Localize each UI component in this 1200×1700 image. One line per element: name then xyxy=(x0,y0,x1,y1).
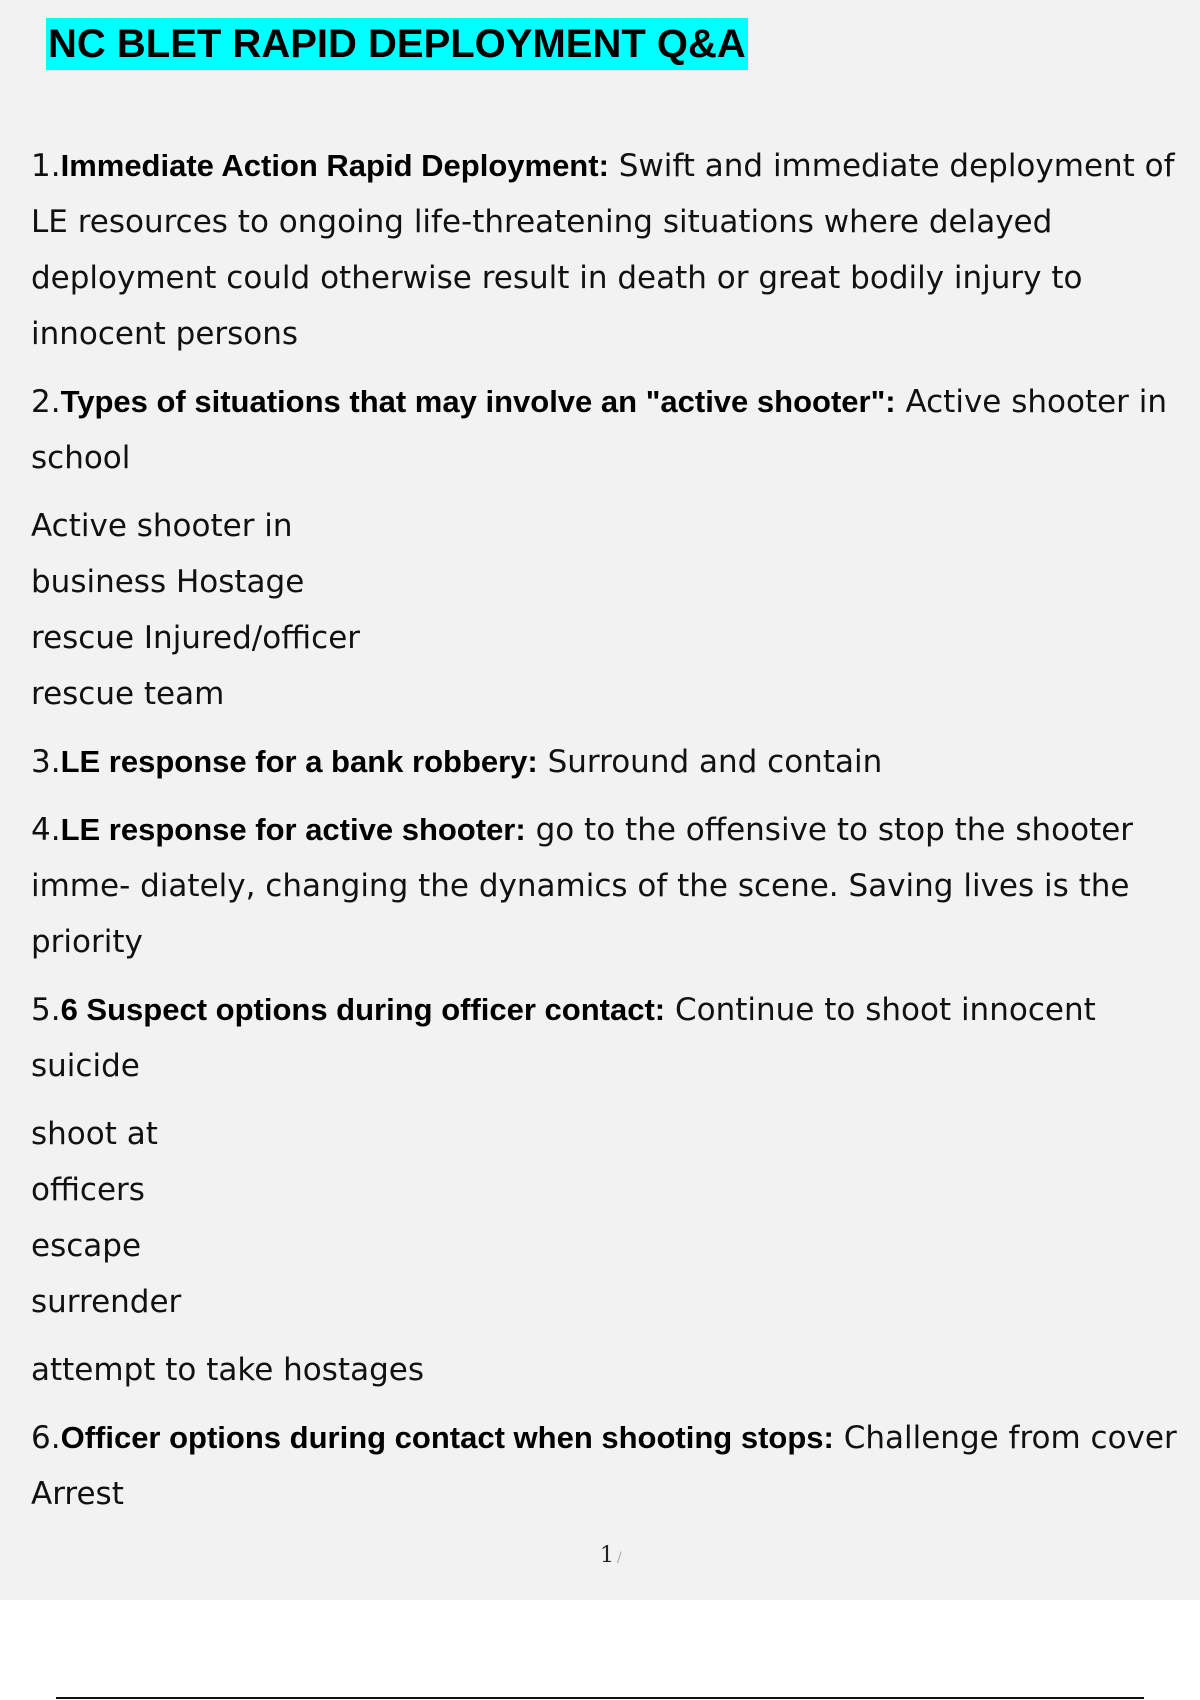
continuation-line: officers xyxy=(31,1172,145,1208)
item-definition: Surround and contain xyxy=(547,744,883,780)
footer-divider xyxy=(56,1697,1144,1699)
item-number: 1. xyxy=(31,148,61,184)
continuation-line: shoot at xyxy=(31,1116,158,1152)
qa-item-4 xyxy=(31,802,1191,970)
item-definition: Swift and immediate deployment of LE resources to ongoing life-threatening situations where delayed deployment could otherwise result in death or great bodily injury to innocent persons xyxy=(31,148,1175,352)
item-term: LE response for a bank robbery: xyxy=(60,744,538,779)
continuation-line: attempt to take hostages xyxy=(31,1352,424,1388)
qa-item-5-continuation-2 xyxy=(31,1342,1191,1398)
item-term: 6 Suspect options during officer contact: xyxy=(60,992,666,1027)
continuation-line: Active shooter in xyxy=(31,508,293,544)
qa-list xyxy=(31,138,1191,1534)
continuation-line: surrender xyxy=(31,1284,182,1320)
continuation-line: business Hostage xyxy=(31,564,305,600)
item-term: Officer options during contact when shooting stops: xyxy=(60,1420,834,1455)
item-definition: Challenge from cover Arrest xyxy=(31,1420,1177,1512)
qa-item-3 xyxy=(31,734,1191,790)
item-term: Types of situations that may involve an "active shooter": xyxy=(60,384,896,419)
document-title: NC BLET RAPID DEPLOYMENT Q&A xyxy=(46,18,748,70)
item-number: 5. xyxy=(31,992,61,1028)
continuation-line: escape xyxy=(31,1228,142,1264)
qa-item-6 xyxy=(31,1410,1191,1522)
qa-item-1 xyxy=(31,138,1191,362)
item-definition: go to the offensive to stop the shooter imme- diately, changing the dynamics of the scene. Saving lives is the priority xyxy=(31,812,1134,960)
page-number-value: 1 xyxy=(600,1543,614,1568)
qa-item-2-continuation xyxy=(31,498,1191,722)
item-definition: Active shooter in school xyxy=(31,384,1168,476)
item-number: 4. xyxy=(31,812,61,848)
qa-item-5-continuation xyxy=(31,1106,1191,1330)
qa-item-2 xyxy=(31,374,1191,486)
continuation-line: rescue Injured/officer xyxy=(31,620,361,656)
page-number-suffix: / xyxy=(617,1550,622,1566)
item-term: Immediate Action Rapid Deployment: xyxy=(60,148,609,183)
item-number: 6. xyxy=(31,1420,61,1456)
item-definition: Continue to shoot innocent suicide xyxy=(31,992,1096,1084)
qa-item-5 xyxy=(31,982,1191,1094)
page-number xyxy=(600,1543,622,1568)
item-number: 3. xyxy=(31,744,61,780)
continuation-line: rescue team xyxy=(31,676,225,712)
item-number: 2. xyxy=(31,384,61,420)
item-term: LE response for active shooter: xyxy=(60,812,526,847)
